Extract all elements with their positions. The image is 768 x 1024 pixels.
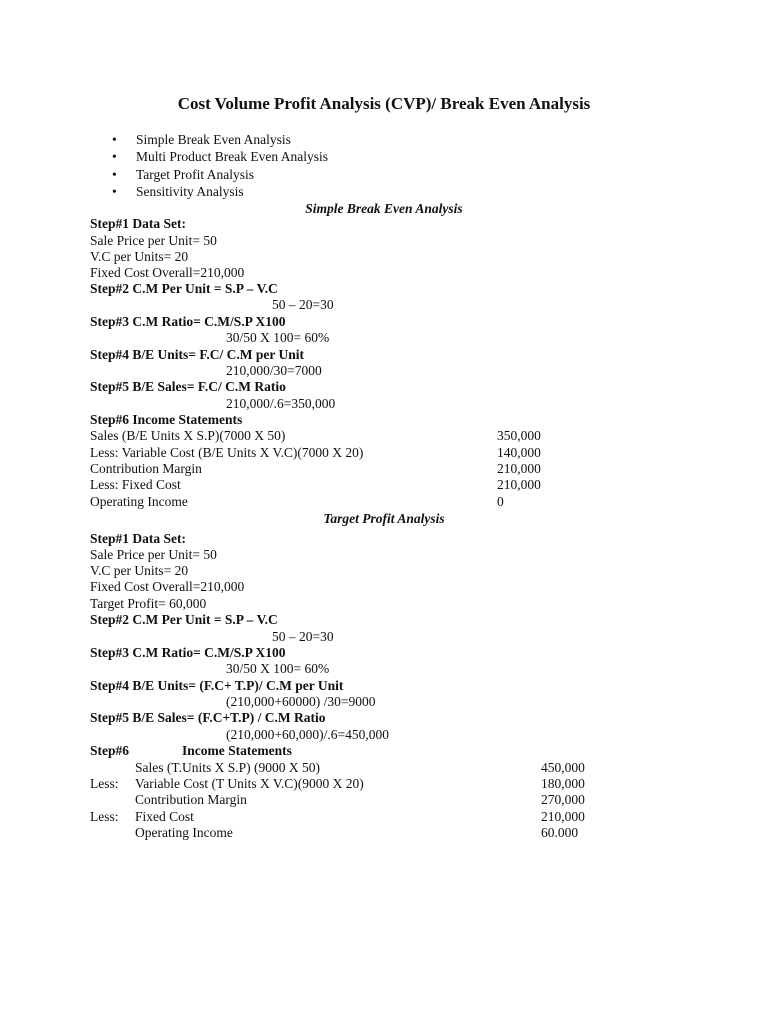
target-income-prefix: Less: xyxy=(90,809,119,824)
target-income-prefix: Less: xyxy=(90,776,119,791)
target-step6: Step#6 xyxy=(90,743,130,758)
simple-income-value: 0 xyxy=(497,494,504,509)
target-sale-price: Sale Price per Unit= 50 xyxy=(90,547,217,562)
target-profit: Target Profit= 60,000 xyxy=(90,596,207,611)
target-income-value: 270,000 xyxy=(541,792,585,807)
document-title: Cost Volume Profit Analysis (CVP)/ Break Even Analysis xyxy=(177,94,591,113)
simple-income-label: Operating Income xyxy=(90,494,188,509)
target-step5-calc: (210,000+60,000)/.6=450,000 xyxy=(226,727,389,742)
target-step3: Step#3 C.M Ratio= C.M/S.P X100 xyxy=(90,645,286,660)
target-step2: Step#2 C.M Per Unit = S.P – V.C xyxy=(90,612,278,627)
target-income-label: Sales (T.Units X S.P) (9000 X 50) xyxy=(135,760,320,775)
simple-step3-calc: 30/50 X 100= 60% xyxy=(226,330,330,345)
simple-step1: Step#1 Data Set: xyxy=(90,216,186,231)
simple-income-label: Less: Variable Cost (B/E Units X V.C)(7000 X 20) xyxy=(90,445,364,460)
target-step3-calc: 30/50 X 100= 60% xyxy=(226,661,330,676)
simple-step2-calc: 50 – 20=30 xyxy=(272,297,334,312)
simple-step5-calc: 210,000/.6=350,000 xyxy=(226,396,336,411)
simple-income-value: 140,000 xyxy=(497,445,541,460)
target-step6-title: Income Statements xyxy=(182,743,292,758)
simple-income-label: Contribution Margin xyxy=(90,461,202,476)
target-fixed-cost: Fixed Cost Overall=210,000 xyxy=(90,579,245,594)
target-income-label: Contribution Margin xyxy=(135,792,247,807)
target-income-label: Fixed Cost xyxy=(135,809,194,824)
simple-income-label: Less: Fixed Cost xyxy=(90,477,181,492)
target-income-label: Variable Cost (T Units X V.C)(9000 X 20) xyxy=(135,776,364,791)
target-step1: Step#1 Data Set: xyxy=(90,531,186,546)
simple-step4: Step#4 B/E Units= F.C/ C.M per Unit xyxy=(90,347,304,362)
simple-step5: Step#5 B/E Sales= F.C/ C.M Ratio xyxy=(90,379,286,394)
target-income-value: 60.000 xyxy=(541,825,579,840)
section-heading-target: Target Profit Analysis xyxy=(323,511,445,526)
topic-list xyxy=(112,131,328,200)
topic-item: • Sensitivity Analysis xyxy=(112,183,328,200)
target-income-value: 180,000 xyxy=(541,776,585,791)
target-income-label: Operating Income xyxy=(135,825,233,840)
simple-fixed-cost: Fixed Cost Overall=210,000 xyxy=(90,265,245,280)
target-income-value: 210,000 xyxy=(541,809,585,824)
target-income-value: 450,000 xyxy=(541,760,585,775)
topic-item: • Multi Product Break Even Analysis xyxy=(112,148,328,165)
simple-step3: Step#3 C.M Ratio= C.M/S.P X100 xyxy=(90,314,286,329)
target-step4-calc: (210,000+60000) /30=9000 xyxy=(226,694,376,709)
simple-step2: Step#2 C.M Per Unit = S.P – V.C xyxy=(90,281,278,296)
simple-income-value: 210,000 xyxy=(497,461,541,476)
simple-step4-calc: 210,000/30=7000 xyxy=(226,363,322,378)
topic-item: • Simple Break Even Analysis xyxy=(112,131,328,148)
target-vc: V.C per Units= 20 xyxy=(90,563,189,578)
topic-item: • Target Profit Analysis xyxy=(112,166,328,183)
target-step2-calc: 50 – 20=30 xyxy=(272,629,334,644)
section-heading-simple: Simple Break Even Analysis xyxy=(305,201,463,216)
simple-vc: V.C per Units= 20 xyxy=(90,249,189,264)
target-step4: Step#4 B/E Units= (F.C+ T.P)/ C.M per Unit xyxy=(90,678,344,693)
target-step5: Step#5 B/E Sales= (F.C+T.P) / C.M Ratio xyxy=(90,710,326,725)
simple-income-value: 210,000 xyxy=(497,477,541,492)
simple-step6: Step#6 Income Statements xyxy=(90,412,243,427)
simple-income-label: Sales (B/E Units X S.P)(7000 X 50) xyxy=(90,428,286,443)
simple-sale-price: Sale Price per Unit= 50 xyxy=(90,233,217,248)
simple-income-value: 350,000 xyxy=(497,428,541,443)
